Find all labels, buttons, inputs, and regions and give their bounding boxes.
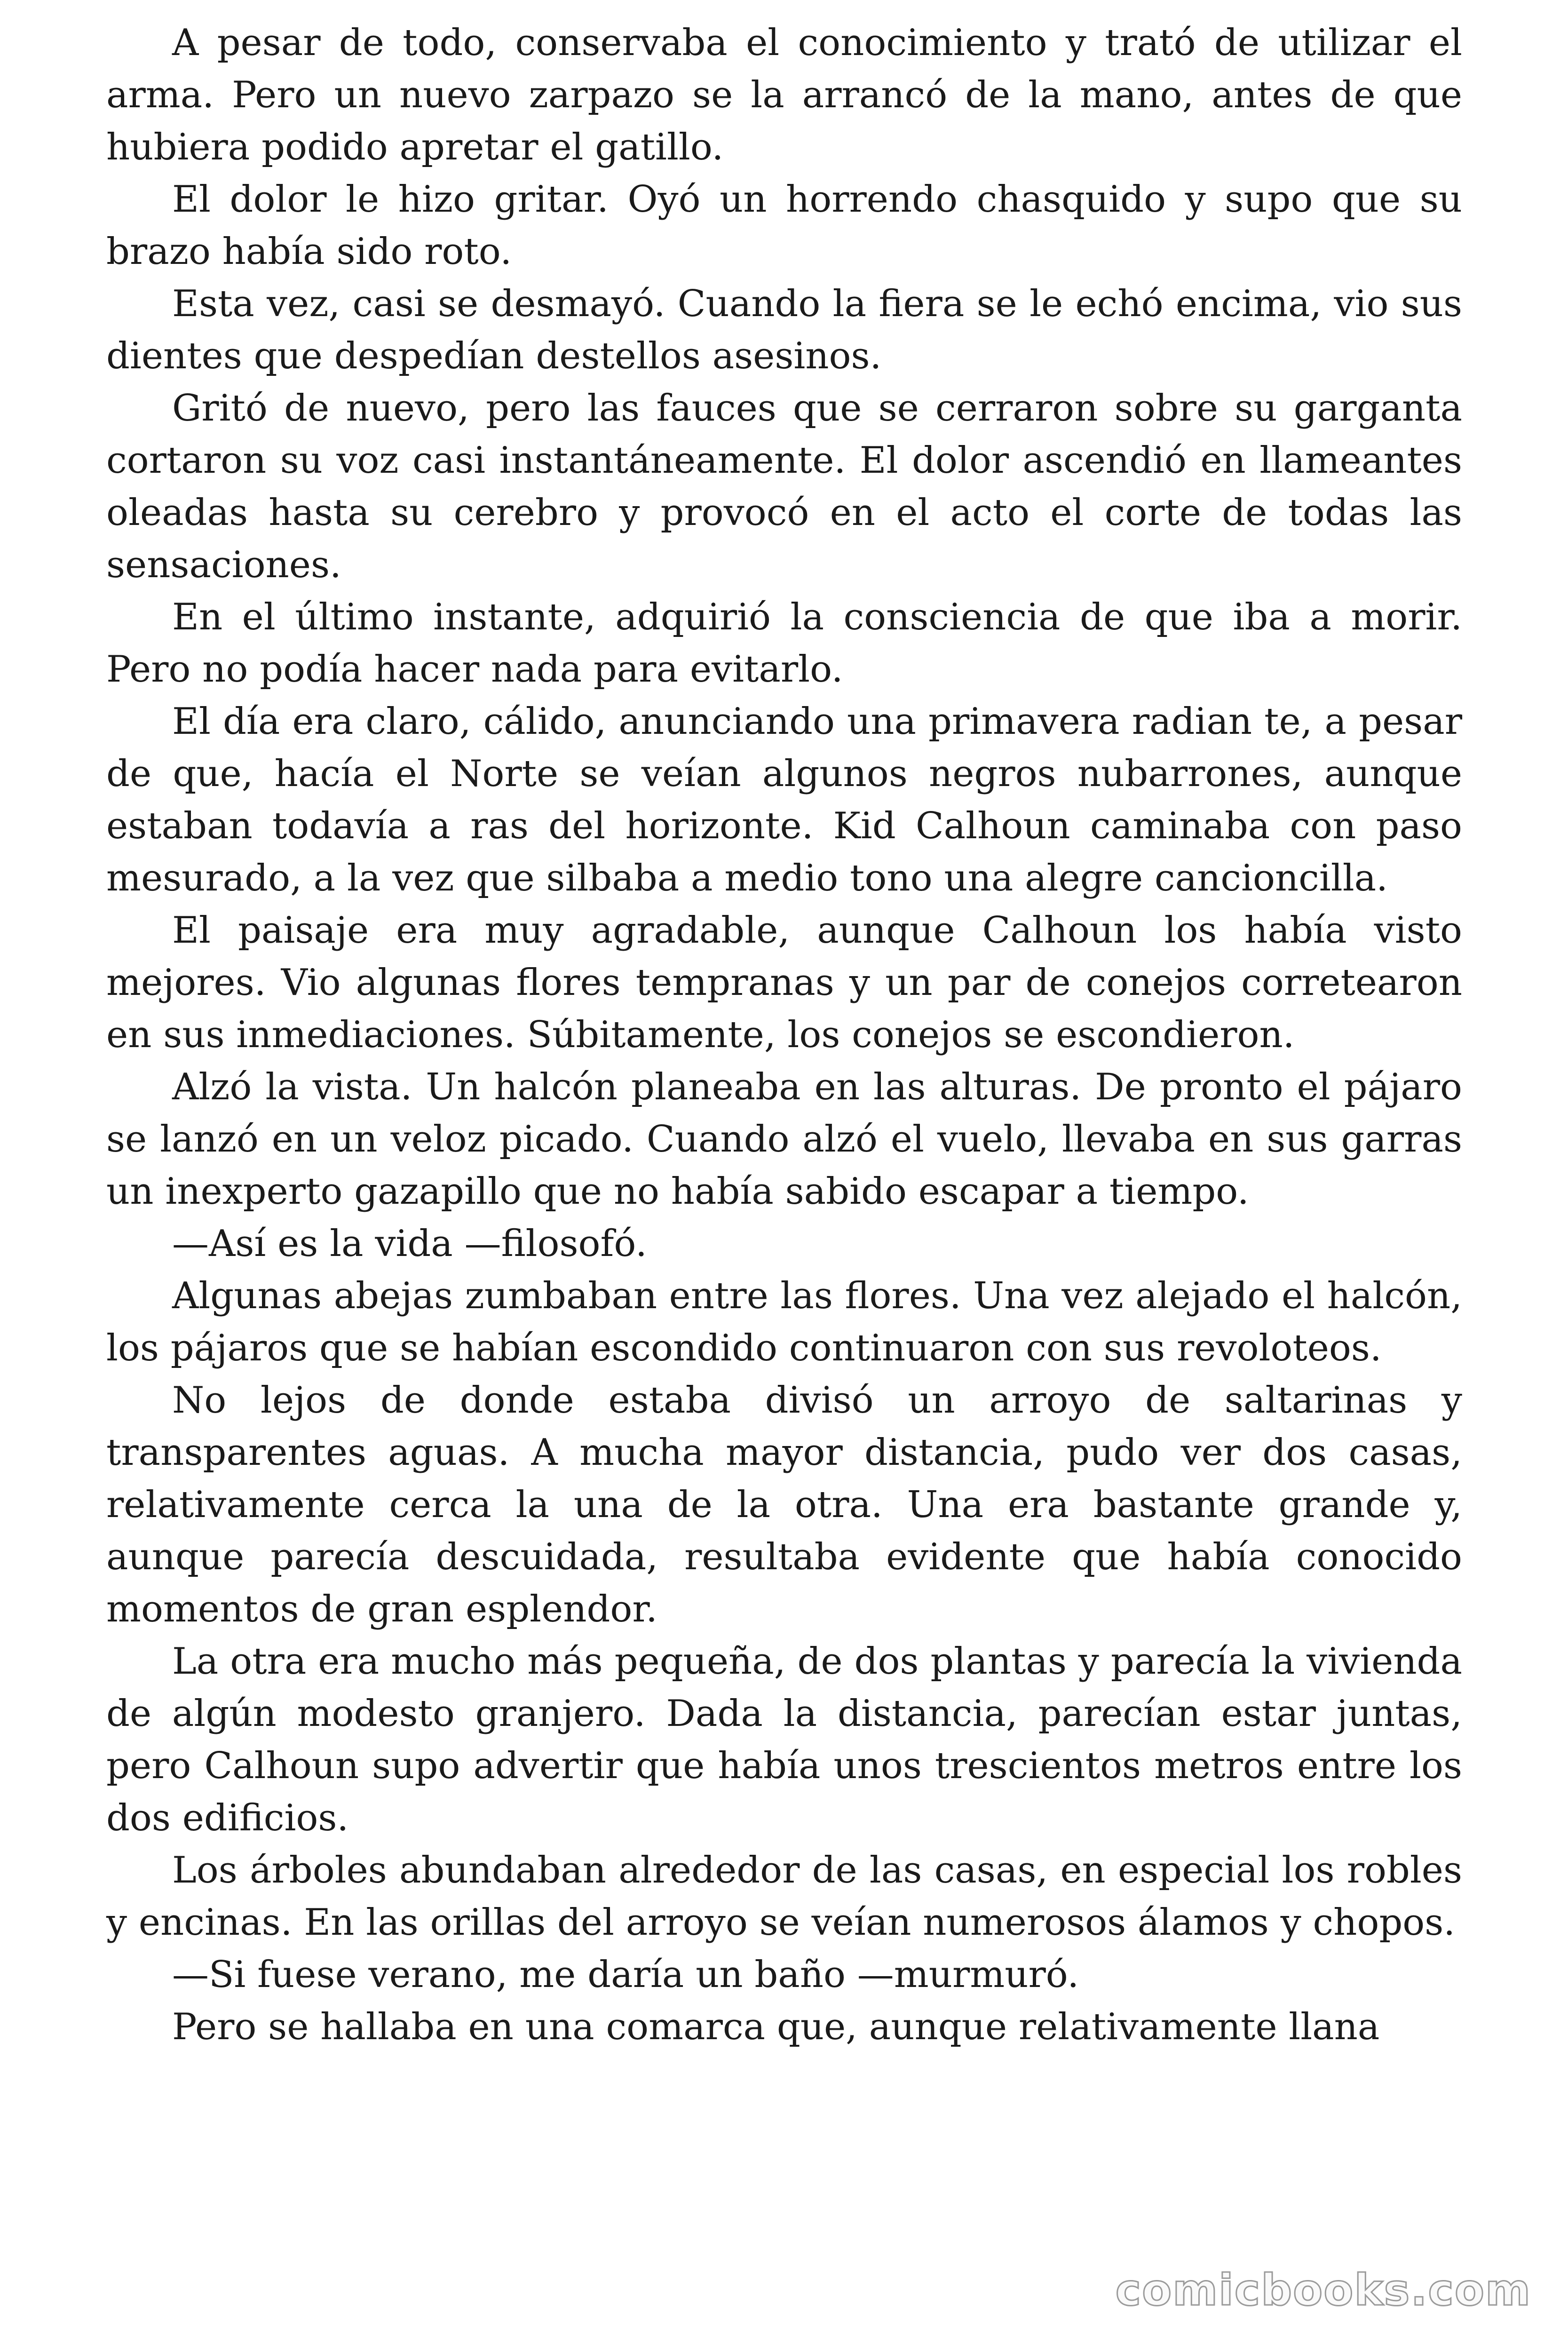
- paragraph-15: Pero se hallaba en una comarca que, aunque relativamente llana: [172, 2006, 1380, 2048]
- paragraph-7: El paisaje era muy agradable, aunque Calhoun los había visto mejores. Vio algunas flores tempranas y un par de conejos corretearon en sus inmediaciones. Súbitamente, los conejos se escondieron.: [106, 909, 1462, 1056]
- book-page: [106, 17, 1462, 2053]
- paragraph-9: —Así es la vida —filosofó.: [172, 1223, 647, 1265]
- paragraph-6: El día era claro, cálido, anunciando una primavera radian te, a pesar de que, hacía el Norte se veían algunos negros nubarrones, aunque estaban todavía a ras del horizonte. Kid Calhoun caminaba con paso mesurado, a la vez que silbaba a medio tono una alegre cancioncilla.: [106, 700, 1462, 899]
- paragraph-1: A pesar de todo, conservaba el conocimiento y trató de utilizar el arma. Pero un nuevo zarpazo se la arrancó de la mano, antes de que hubiera podido apretar el gatillo.: [106, 22, 1462, 168]
- paragraph-8: Alzó la vista. Un halcón planeaba en las alturas. De pronto el pájaro se lanzó en un veloz picado. Cuando alzó el vuelo, llevaba en sus garras un inexperto gazapillo que no había sabido escapar a tiempo.: [106, 1066, 1462, 1213]
- paragraph-3: Esta vez, casi se desmayó. Cuando la fiera se le echó encima, vio sus dientes que despedían destellos asesinos.: [106, 283, 1462, 377]
- paragraph-10: Algunas abejas zumbaban entre las flores. Una vez alejado el halcón, los pájaros que se habían escondido continuaron con sus revoloteos.: [106, 1275, 1462, 1369]
- paragraph-14: —Si fuese verano, me daría un baño —murmuró.: [172, 1954, 1079, 1996]
- paragraph-5: En el último instante, adquirió la consciencia de que iba a morir. Pero no podía hacer nada para evitarlo.: [106, 596, 1462, 691]
- paragraph-11: No lejos de donde estaba divisó un arroyo de saltarinas y transparentes aguas. A mucha mayor distancia, pudo ver dos casas, relativamente cerca la una de la otra. Una era bastante grande y, aunque parecía descuidada, resultaba evidente que había conocido momentos de gran esplendor.: [106, 1379, 1462, 1630]
- paragraph-2: El dolor le hizo gritar. Oyó un horrendo chasquido y supo que su brazo había sido roto.: [106, 178, 1462, 273]
- paragraph-13: Los árboles abundaban alrededor de las casas, en especial los robles y encinas. En las orillas del arroyo se veían numerosos álamos y chopos.: [106, 1849, 1462, 1944]
- paragraph-4: Gritó de nuevo, pero las fauces que se cerraron sobre su garganta cortaron su voz casi instantáneamente. El dolor ascendió en llameantes oleadas hasta su cerebro y provocó en el acto el corte de todas las sensaciones.: [106, 387, 1462, 586]
- paragraph-12: La otra era mucho más pequeña, de dos plantas y parecía la vivienda de algún modesto granjero. Dada la distancia, parecían estar juntas, pero Calhoun supo advertir que había unos trescientos metros entre los dos edificios.: [106, 1640, 1462, 1839]
- watermark-logo: comicbooks.com: [1115, 2265, 1531, 2315]
